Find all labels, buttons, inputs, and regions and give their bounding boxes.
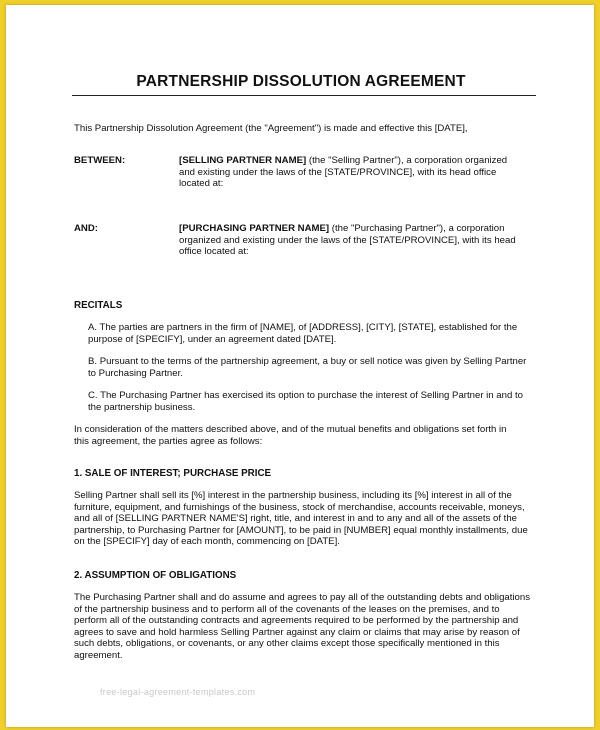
- intro-paragraph: This Partnership Dissolution Agreement (the "Agreement") is made and effective this [DATE],: [74, 123, 468, 134]
- between-label: BETWEEN:: [74, 155, 126, 166]
- recital-a: A. The parties are partners in the firm of [NAME], of [ADDRESS], [CITY], [STATE], established for the purpose of [SPECIFY], under an agreement dated [DATE].: [88, 322, 518, 345]
- and-label: AND:: [74, 223, 98, 234]
- and-text: (the "Purchasing Partner"), a corporation organized and existing under the laws of the [STATE/PROVINCE], with its head office located at:: [179, 223, 516, 258]
- section-1-body: Selling Partner shall sell its [%] interest in the partnership business, including its [%] interest in all of the furniture, equipment, and furnishings of the business, stock of merchandise, accounts receivable, moneys, and all of [SELLING PARTNER NAME'S] right, title, and interest in and to any and all of the assets of the partnership, to Purchasing Partner for [AMOUNT], to be paid in [NUMBER] equal monthly installments, due on the [SPECIFY] day of each month, commencing on [DATE].: [74, 490, 528, 548]
- recital-c: C. The Purchasing Partner has exercised its option to purchase the interest of Selling Partner in and to the partnership business.: [88, 390, 523, 413]
- watermark-text: free-legal-agreement-templates.com: [100, 687, 256, 697]
- selling-partner-name: [SELLING PARTNER NAME]: [179, 155, 307, 166]
- between-text: (the "Selling Partner"), a corporation organized and existing under the laws of the [STATE/PROVINCE], with its head office located at:: [179, 155, 508, 190]
- recital-b: B. Pursuant to the terms of the partnership agreement, a buy or sell notice was given by Selling Partner to Purchasing Partner.: [88, 356, 527, 379]
- consideration-paragraph: In consideration of the matters described above, and of the mutual benefits and obligations set forth in this agreement, the parties agree as follows:: [74, 424, 507, 447]
- section-1-heading: 1. SALE OF INTEREST; PURCHASE PRICE: [74, 468, 272, 479]
- section-2-heading: 2. ASSUMPTION OF OBLIGATIONS: [74, 570, 237, 581]
- title-underline: [72, 95, 536, 96]
- section-2-body: The Purchasing Partner shall and do assume and agrees to pay all of the outstanding debts and obligations of the partnership business and to perform all of the covenants of the leases on the premises, and to perform all of the outstanding contracts and agreements required to be performed by the partnership and agrees to save and hold harmless Selling Partner against any claim or claims that may arise by reason of such debts, obligations, or covenants, or any other claims except those specifically mentioned in this agreement.: [74, 592, 531, 661]
- recitals-heading: RECITALS: [74, 300, 123, 311]
- between-paragraph: [179, 155, 524, 190]
- document-page: [6, 5, 594, 727]
- and-paragraph: [179, 223, 529, 258]
- purchasing-partner-name: [PURCHASING PARTNER NAME]: [179, 223, 330, 234]
- document-title: PARTNERSHIP DISSOLUTION AGREEMENT: [136, 73, 466, 90]
